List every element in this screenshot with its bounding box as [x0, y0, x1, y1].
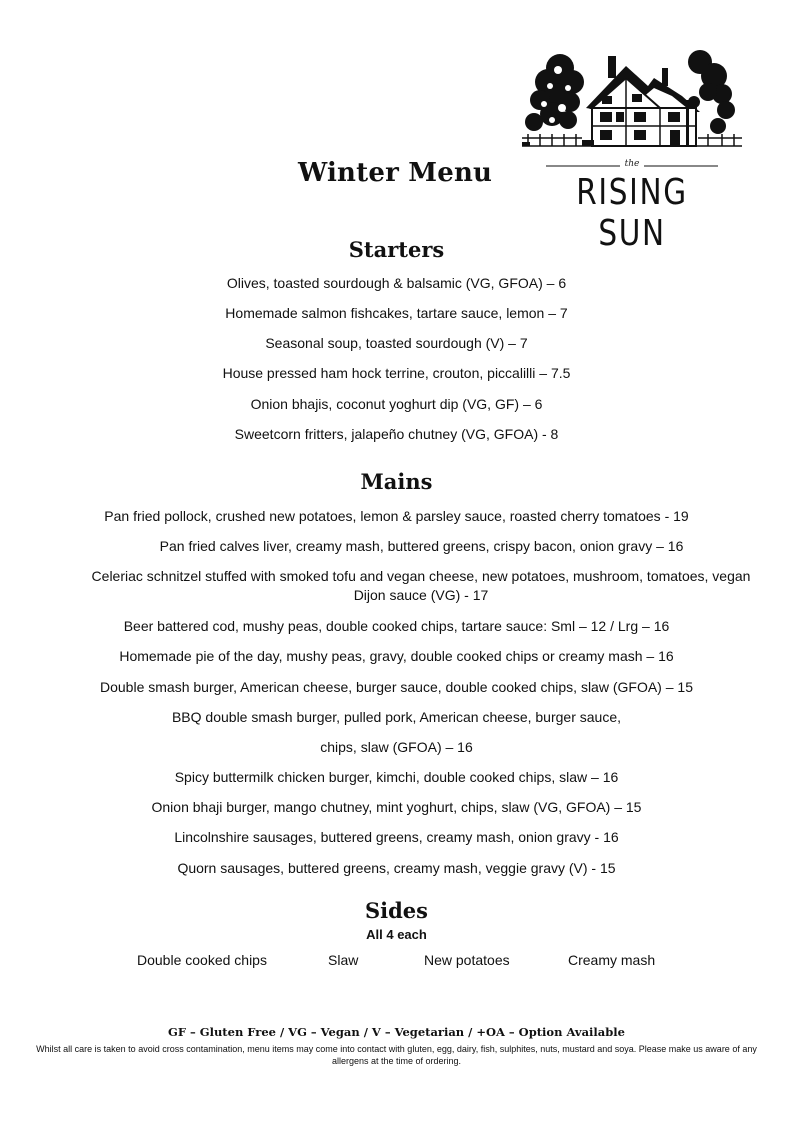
main-item: Pan fried pollock, crushed new potatoes, lemon & parsley sauce, roasted cherry tomatoes - 19: [104, 508, 689, 524]
menu-title: Winter Menu: [298, 158, 493, 188]
logo-name-text: RISING SUN: [576, 172, 688, 254]
mains-heading: Mains: [360, 469, 433, 494]
main-item: Double smash burger, American cheese, burger sauce, double cooked chips, slaw (GFOA) – 15: [100, 679, 693, 695]
sides-price-note: All 4 each: [366, 927, 427, 942]
starter-item: Sweetcorn fritters, jalapeño chutney (VG, GFOA) - 8: [234, 426, 559, 442]
side-item: Slaw: [328, 952, 359, 968]
logo-the-text: the: [624, 159, 640, 169]
allergen-disclaimer: Whilst all care is taken to avoid cross contamination, menu items may come into contact with gluten, egg, dairy, fish, sulphites, nuts, mustard and soya. Please make us aware of any allergens at the time of ordering.: [36, 1044, 757, 1066]
main-item: BBQ double smash burger, pulled pork, American cheese, burger sauce,: [171, 709, 622, 725]
main-item: chips, slaw (GFOA) – 16: [320, 739, 473, 755]
main-item: Onion bhaji burger, mango chutney, mint yoghurt, chips, slaw (VG, GFOA) – 15: [151, 799, 642, 815]
main-item: Spicy buttermilk chicken burger, kimchi, double cooked chips, slaw – 16: [174, 769, 619, 785]
side-item: New potatoes: [424, 952, 510, 968]
starters-heading: Starters: [348, 237, 445, 262]
main-item: Beer battered cod, mushy peas, double cooked chips, tartare sauce: Sml – 12 / Lrg – 16: [123, 618, 670, 634]
starter-item: Seasonal soup, toasted sourdough (V) – 7: [265, 335, 528, 351]
starter-item: Onion bhajis, coconut yoghurt dip (VG, GF) – 6: [250, 396, 543, 412]
main-item: Homemade pie of the day, mushy peas, gravy, double cooked chips or creamy mash – 16: [119, 648, 674, 664]
main-item: Lincolnshire sausages, buttered greens, creamy mash, onion gravy - 16: [174, 829, 619, 845]
starter-item: Olives, toasted sourdough & balsamic (VG, GFOA) – 6: [226, 275, 567, 291]
main-item: Celeriac schnitzel stuffed with smoked tofu and vegan cheese, new potatoes, mushroom, tomatoes, vegan Dijon sauce (VG) - 17: [91, 568, 751, 603]
side-item: Double cooked chips: [137, 952, 267, 968]
main-item: Pan fried calves liver, creamy mash, buttered greens, crispy bacon, onion gravy – 16: [159, 538, 684, 554]
starter-item: House pressed ham hock terrine, crouton, piccalilli – 7.5: [222, 365, 571, 381]
sides-heading: Sides: [364, 898, 428, 923]
rising-sun-logo: [522, 38, 742, 254]
dietary-legend: GF – Gluten Free / VG – Vegan / V – Vegetarian / +OA – Option Available: [168, 1025, 625, 1039]
side-item: Creamy mash: [568, 952, 656, 968]
main-item: Quorn sausages, buttered greens, creamy mash, veggie gravy (V) - 15: [177, 860, 616, 876]
starter-item: Homemade salmon fishcakes, tartare sauce, lemon – 7: [225, 305, 568, 321]
